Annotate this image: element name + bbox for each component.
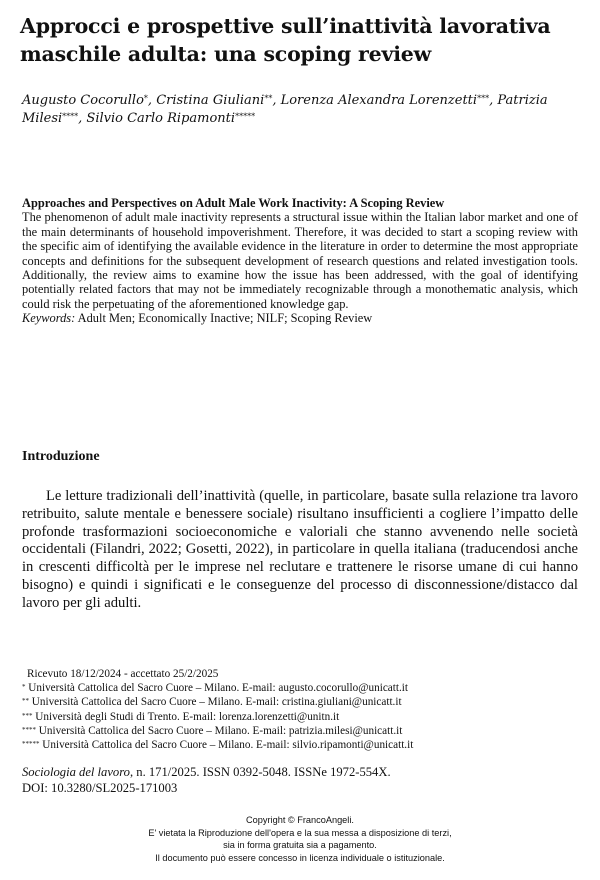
paper-title: Approcci e prospettive sull’inattività lavorativa maschile adulta: una scoping review (20, 14, 551, 66)
copyright-line: Copyright © FrancoAngeli. (246, 815, 354, 825)
affiliation-footnote: * Università Cattolica del Sacro Cuore – Milano. E-mail: augusto.cocorullo@unicatt.it (22, 682, 409, 695)
journal-name: Sociologia del lavoro (22, 765, 130, 779)
keywords (22, 311, 578, 325)
copyright-notice (0, 814, 600, 864)
author: Lorenza Alexandra Lorenzetti***, (280, 93, 498, 108)
copyright-line: Il documento può essere concesso in licenza individuale o istituzionale. (155, 852, 445, 863)
author: Patrizia Milesi****, (22, 93, 548, 126)
author-list (22, 92, 587, 128)
keywords-label: Keywords: (22, 311, 76, 326)
copyright-line: sia in forma gratuita sia a pagamento. (223, 840, 377, 851)
author: Cristina Giuliani**, (156, 93, 281, 108)
abstract (22, 196, 578, 326)
abstract-title: Approaches and Perspectives on Adult Male Work Inactivity: A Scoping Review (22, 196, 445, 210)
footnotes (22, 667, 582, 752)
affiliation-footnote: *** Università degli Studi di Trento. E-mail: lorenza.lorenzetti@unitn.it (22, 710, 340, 723)
journal-details: , n. 171/2025. ISSN 0392-5048. ISSNe 1972-554X. (129, 765, 391, 779)
affiliation-footnote: ***** Università Cattolica del Sacro Cuore – Milano. E-mail: silvio.ripamonti@unicatt.it (22, 739, 414, 752)
section-heading: Introduzione (22, 449, 100, 464)
author: Silvio Carlo Ripamonti***** (86, 111, 256, 126)
received-accepted-dates: Ricevuto 18/12/2024 - accettato 25/2/2025 (27, 668, 219, 680)
author: Augusto Cocorullo*, (22, 93, 157, 108)
keywords-list: Adult Men; Economically Inactive; NILF; Scoping Review (77, 311, 373, 326)
abstract-body: The phenomenon of adult male inactivity represents a structural issue within the Italian labor market and one of the main determinants of household impoverishment. Therefore, it was decided to start a scoping review with the specific aim of identifying the available evidence in the literature in order to determine the most appropriate concepts and definitions for the subsequent development of research questions and related investigation tools. Additionally, the review aims to examine how the issue has been addressed, with the goal of identifying potentially related factors that may not be immediately recognizable through a monothematic analysis, which could risk the perpetuating of the aforementioned knowledge gap. (22, 210, 578, 311)
doi: DOI: 10.3280/SL2025-171003 (22, 781, 178, 795)
introduction-paragraph: Le letture tradizionali dell’inattività (quelle, in particolare, basate sulla relazione tra lavoro retribuito, salute mentale e benessere sociale) risultano insufficienti a cogliere l’impatto delle profonde trasformazioni socioeconomiche e valoriali che stanno avvenendo nelle società occidentali (Filandri, 2022; Gosetti, 2022), in particolare in quella italiana (traducendosi anche in crescenti difficoltà per le imprese nel reclutare e trattenere le risorse umane di cui hanno bisogno) e quindi i significati e le conseguenze del processo di disconnessione/distacco dal lavoro per gli adulti. (22, 488, 578, 611)
copyright-line: E' vietata la Riproduzione dell'opera e la sua messa a disposizione di terzi, (148, 827, 452, 838)
journal-info (22, 764, 582, 796)
affiliation-footnote: **** Università Cattolica del Sacro Cuore – Milano. E-mail: patrizia.milesi@unicatt.it (22, 724, 403, 737)
affiliation-footnote: ** Università Cattolica del Sacro Cuore – Milano. E-mail: cristina.giuliani@unicatt.it (22, 696, 402, 709)
